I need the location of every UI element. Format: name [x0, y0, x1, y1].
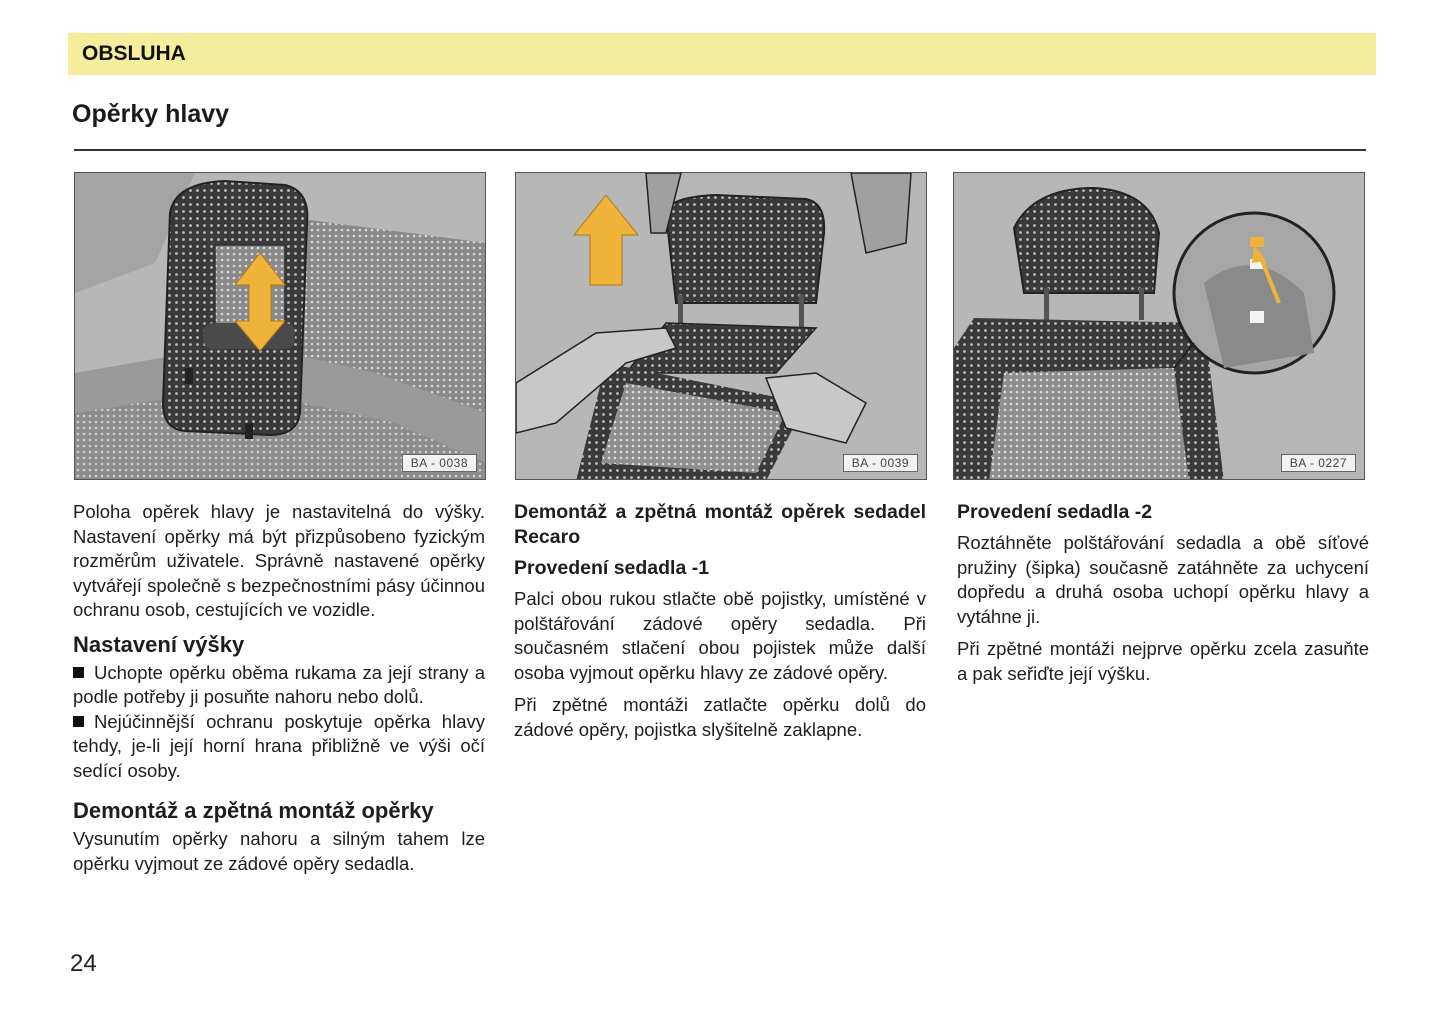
paragraph: Při zpětné montáži zatlačte opěrku dolů do zádové opěry, pojistka slyšitelně zaklapne.	[514, 694, 926, 740]
page-title: Opěrky hlavy	[72, 100, 230, 128]
figure-code: BA - 0039	[843, 454, 918, 472]
seat-type-2-illustration	[954, 173, 1365, 480]
figure-seat-type-2	[953, 172, 1365, 480]
bullet-item: Nejúčinnější ochranu poskytuje opěrka hlavy tehdy, je-li její horní hrana přibližně ve výši očí sedící osoby.	[73, 710, 485, 784]
subheading-seat-type-1: Provedení sedadla -1	[514, 557, 710, 579]
figure-code: BA - 0227	[1281, 454, 1356, 472]
intro-paragraph: Poloha opěrek hlavy je nastavitelná do výšky. Nastavení opěrky má být přizpůsobeno fyzickým rozměrům uživatele. Správně nastavené opěrky vytvářejí společně s bezpečnostními pásy účinnou ochranu osob, cestujících ve vozidle.	[73, 501, 485, 620]
section-header	[68, 33, 1376, 75]
paragraph: Palci obou rukou stlačte obě pojistky, umístěné v polštářování zádové opěry sedadla. Při současném stlačení obou pojistek může další osoba vyjmout opěrku hlavy ze zádové opěry.	[514, 588, 926, 683]
recaro-removal-illustration	[516, 173, 927, 480]
figure-headrest-height	[74, 172, 486, 480]
paragraph: Roztáhněte polštářování sedadla a obě síťové pružiny (šipka) současně zatáhněte za uchycení dopředu a druhá osoba uchopí opěrku hlavy a vytáhne ji.	[957, 532, 1369, 627]
heading-removal: Demontáž a zpětná montáž opěrky	[73, 798, 434, 823]
paragraph: Při zpětné montáži nejprve opěrku zcela zasuňte a pak seřiďte její výšku.	[957, 638, 1369, 684]
figure-recaro-removal	[515, 172, 927, 480]
page-number: 24	[70, 950, 97, 977]
subheading-seat-type-2: Provedení sedadla -2	[957, 501, 1153, 523]
heading-height-adjustment: Nastavení výšky	[73, 631, 245, 657]
removal-paragraph: Vysunutím opěrky nahoru a silným tahem lze opěrku vyjmout ze zádové opěry sedadla.	[73, 828, 485, 874]
headrest-height-illustration	[75, 173, 486, 480]
title-divider	[74, 149, 1366, 151]
bullet-item: Uchopte opěrku oběma rukama za její strany a podle potřeby ji posuňte nahoru nebo dolů.	[73, 661, 485, 710]
figure-code: BA - 0038	[402, 454, 477, 472]
column-middle	[514, 500, 926, 750]
section-title: OBSLUHA	[82, 42, 186, 65]
column-right	[957, 500, 1369, 694]
heading-recaro: Demontáž a zpětná montáž opěrek sedadel Recaro	[514, 501, 926, 548]
column-left	[73, 500, 485, 884]
